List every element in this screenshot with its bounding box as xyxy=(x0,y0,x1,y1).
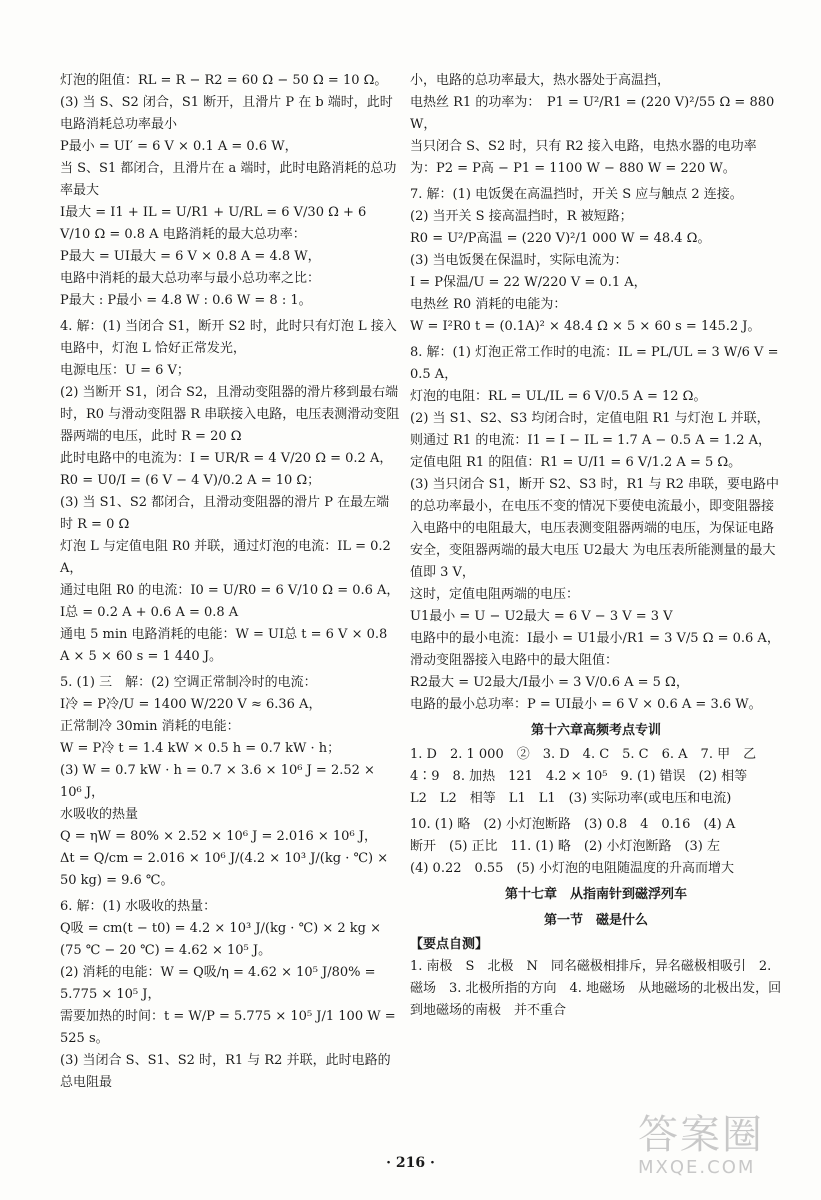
answer-line: I总 = 0.2 A + 0.6 A = 0.8 A xyxy=(60,605,239,620)
answer-line: L2 L2 相等 L1 L1 (3) 实际功率(或电压和电流) xyxy=(410,791,732,806)
answer-line: 滑动变阻器接入电路中的最大阻值： xyxy=(410,653,619,668)
answer-line: 小，电路的总功率最大，热水器处于高温挡， xyxy=(410,73,671,88)
answer-line: 电路中的最小电流：I最小 = U1最小/R1 = 3 V/5 Ω = 0.6 A， xyxy=(410,631,780,646)
page-number: · 216 · xyxy=(386,1155,435,1171)
answer-line: 断开 (5) 正比 11. (1) 略 (2) 小灯泡断路 (3) 左 xyxy=(410,839,720,854)
answer-line: 定值电阻 R1 的阻值：R1 = U/I1 = 6 V/1.2 A = 5 Ω。 xyxy=(410,455,742,470)
answer-line: 6. 解：(1) 水吸收的热量： xyxy=(60,899,217,914)
answer-line: R2最大 = U2最大/I最小 = 3 V/0.6 A = 5 Ω， xyxy=(410,675,689,690)
answer-line: 当只闭合 S、S2 时，只有 R2 接入电路，电热水器的电功率为：P2 = P高 − P1 = 1100 W − 880 W = 220 W。 xyxy=(410,139,757,176)
answer-line: 5. (1) 三 解：(2) 空调正常制冷时的电流： xyxy=(60,675,317,690)
answer-line: 电热丝 R1 的功率为： P1 = U²/R1 = (220 V)²/55 Ω = 880 W， xyxy=(410,95,779,132)
watermark-logo xyxy=(638,1112,808,1192)
answer-line: (3) W = 0.7 kW · h = 0.7 × 3.6 × 10⁶ J = 2.52 × 10⁶ J， xyxy=(60,763,380,800)
answer-line: (2) 消耗的电能：W = Q吸/η = 4.62 × 10⁵ J/80% = 5.775 × 10⁵ J， xyxy=(60,965,380,1002)
answer-line: 灯泡的电阻：RL = UL/IL = 6 V/0.5 A = 12 Ω。 xyxy=(410,389,707,404)
answer-line: P最大 : P最小 = 4.8 W : 0.6 W = 8 : 1。 xyxy=(60,293,312,308)
answer-line: I冷 = P冷/U = 1400 W/220 V ≈ 6.36 A， xyxy=(60,697,322,712)
answer-line: 电源电压：U = 6 V； xyxy=(60,363,190,378)
answer-line: 7. 解：(1) 电饭煲在高温挡时，开关 S 应与触点 2 连接。 xyxy=(410,187,743,202)
answer-line: 灯泡的阻值：RL = R − R2 = 60 Ω − 50 Ω = 10 Ω。 xyxy=(60,73,388,88)
answer-line: 1. D 2. 1 000 ② 3. D 4. C 5. C 6. A 7. 甲 乙 xyxy=(410,747,757,762)
answer-line: 当 S、S1 都闭合，且滑片在 a 端时，此时电路消耗的总功率最大 xyxy=(60,161,397,198)
answer-line: 此时电路中的电流为：I = UR/R = 4 V/20 Ω = 0.2 A， xyxy=(60,451,393,466)
answer-line: (3) 当 S1、S2 都闭合，且滑动变阻器的滑片 P 在最左端时 R = 0 Ω xyxy=(60,495,390,532)
answer-line: (2) 当 S1、S2、S3 均闭合时，定值电阻 R1 与灯泡 L 并联，则通过 R1 的电流：I1 = I − IL = 1.7 A − 0.5 A = 1.2 A， xyxy=(410,411,772,448)
answer-line: (3) 当 S、S2 闭合，S1 断开，且滑片 P 在 b 端时，此时电路消耗总功率最小 xyxy=(60,95,393,132)
answer-line: 4∶9 8. 加热 121 4.2 × 10⁵ 9. (1) 错误 (2) 相等 xyxy=(410,769,748,784)
answer-line: 需要加热的时间：t = W/P = 5.775 × 10⁵ J/1 100 W = 525 s。 xyxy=(60,1009,400,1046)
watermark-site: MXQE.COM xyxy=(638,1157,756,1178)
answer-line: (3) 当闭合 S、S1、S2 时，R1 与 R2 并联，此时电路的总电阻最 xyxy=(60,1053,391,1090)
answer-line: 正常制冷 30min 消耗的电能： xyxy=(60,719,240,734)
answer-line: 电路中消耗的最大总功率与最小总功率之比： xyxy=(60,271,321,286)
right-column xyxy=(410,70,782,1022)
answer-line: P最小 = UI′ = 6 V × 0.1 A = 0.6 W， xyxy=(60,139,298,154)
answer-line: (3) 当电饭煲在保温时，实际电流为： xyxy=(410,253,628,268)
watermark-glyphs: 答案圈 xyxy=(638,1112,764,1158)
answer-line: P最大 = UI最大 = 6 V × 0.8 A = 4.8 W， xyxy=(60,249,321,264)
chapter-17-answers xyxy=(410,956,782,1022)
answer-line: 1. 南极 S 北极 N 同名磁极相排斥，异名磁极相吸引 2. 磁场 3. 北极所指的方向 4. 地磁场 从地磁场的北极出发，回到地磁场的南极 并不重合 xyxy=(410,959,782,1018)
answer-line: Q吸 = cm(t − t0) = 4.2 × 10³ J/(kg · ℃) × 2 kg × (75 ℃ − 20 ℃) = 4.62 × 10⁵ J。 xyxy=(60,921,386,958)
answer-line: Q = ηW = 80% × 2.52 × 10⁶ J = 2.016 × 10⁶ J， xyxy=(60,829,378,844)
chapter-16-heading: 第十六章高频考点专训 xyxy=(530,723,661,738)
answer-line: (4) 0.22 0.55 (5) 小灯泡的电阻随温度的升高而增大 xyxy=(410,861,734,876)
answer-line: U1最小 = U − U2最大 = 6 V − 3 V = 3 V xyxy=(410,609,673,624)
right-column-answers xyxy=(410,70,782,716)
chapter-16-answers xyxy=(410,744,782,880)
answer-line: (2) 当断开 S1，闭合 S2，且滑动变阻器的滑片移到最右端时，R0 与滑动变阻器 R 串联接入电路，电压表测滑动变阻器两端的电压，此时 R = 20 Ω xyxy=(60,385,400,444)
answer-line: 水吸收的热量 xyxy=(60,807,139,822)
left-column xyxy=(60,70,400,1094)
chapter-17-heading: 第十七章 从指南针到磁浮列车 xyxy=(504,887,687,902)
answer-line: I最大 = I1 + IL = U/R1 + U/RL = 6 V/30 Ω + 6 V/10 Ω = 0.8 A 电路消耗的最大总功率： xyxy=(60,205,371,242)
key-points-label: 【要点自测】 xyxy=(410,937,489,952)
answer-line: 通电 5 min 电路消耗的电能：W = UI总 t = 6 V × 0.8 A × 5 × 60 s = 1 440 J。 xyxy=(60,627,392,664)
answer-line: 通过电阻 R0 的电流：I0 = U/R0 = 6 V/10 Ω = 0.6 A， xyxy=(60,583,400,598)
answer-line: 电路的最小总功率：P = UI最小 = 6 V × 0.6 A = 3.6 W。 xyxy=(410,697,762,712)
answer-line: 10. (1) 略 (2) 小灯泡断路 (3) 0.8 4 0.16 (4) A xyxy=(410,817,736,832)
answer-line: 4. 解：(1) 当闭合 S1，断开 S2 时，此时只有灯泡 L 接入电路中，灯泡 L 恰好正常发光， xyxy=(60,319,397,356)
answer-line: 电热丝 R0 消耗的电能为： xyxy=(410,297,567,312)
answer-line: W = P冷 t = 1.4 kW × 0.5 h = 0.7 kW · h； xyxy=(60,741,341,756)
answer-line: 这时，定值电阻两端的电压： xyxy=(410,587,580,602)
answer-line: I = P保温/U = 22 W/220 V = 0.1 A， xyxy=(410,275,647,290)
answer-line: 灯泡 L 与定值电阻 R0 并联，通过灯泡的电流：IL = 0.2 A， xyxy=(60,539,395,576)
answer-line: 8. 解：(1) 灯泡正常工作时的电流：IL = PL/UL = 3 W/6 V = 0.5 A， xyxy=(410,345,783,382)
answer-line: (2) 当开关 S 接高温挡时，R 被短路； xyxy=(410,209,633,224)
answer-line: Δt = Q/cm = 2.016 × 10⁶ J/(4.2 × 10³ J/(kg · ℃) × 50 kg) = 9.6 ℃。 xyxy=(60,851,393,888)
answer-line: R0 = U0/I = (6 V − 4 V)/0.2 A = 10 Ω； xyxy=(60,473,321,488)
answer-line: R0 = U²/P高温 = (220 V)²/1 000 W = 48.4 Ω。 xyxy=(410,231,711,246)
answer-line: (3) 当只闭合 S1，断开 S2、S3 时，R1 与 R2 串联，要电路中的总功率最小，在电压不变的情况下要使电流最小，即变阻器接入电路中的电阻最大，电压表测变阻器两端的电压，为保证电路安全，变阻器两端的最大电压 U2最大 为电压表所能测量的最大值即 3 V， xyxy=(410,477,779,580)
answer-line: W = I²R0 t = (0.1A)² × 48.4 Ω × 5 × 60 s = 145.2 J。 xyxy=(410,319,761,334)
section-heading: 第一节 磁是什么 xyxy=(543,913,648,928)
